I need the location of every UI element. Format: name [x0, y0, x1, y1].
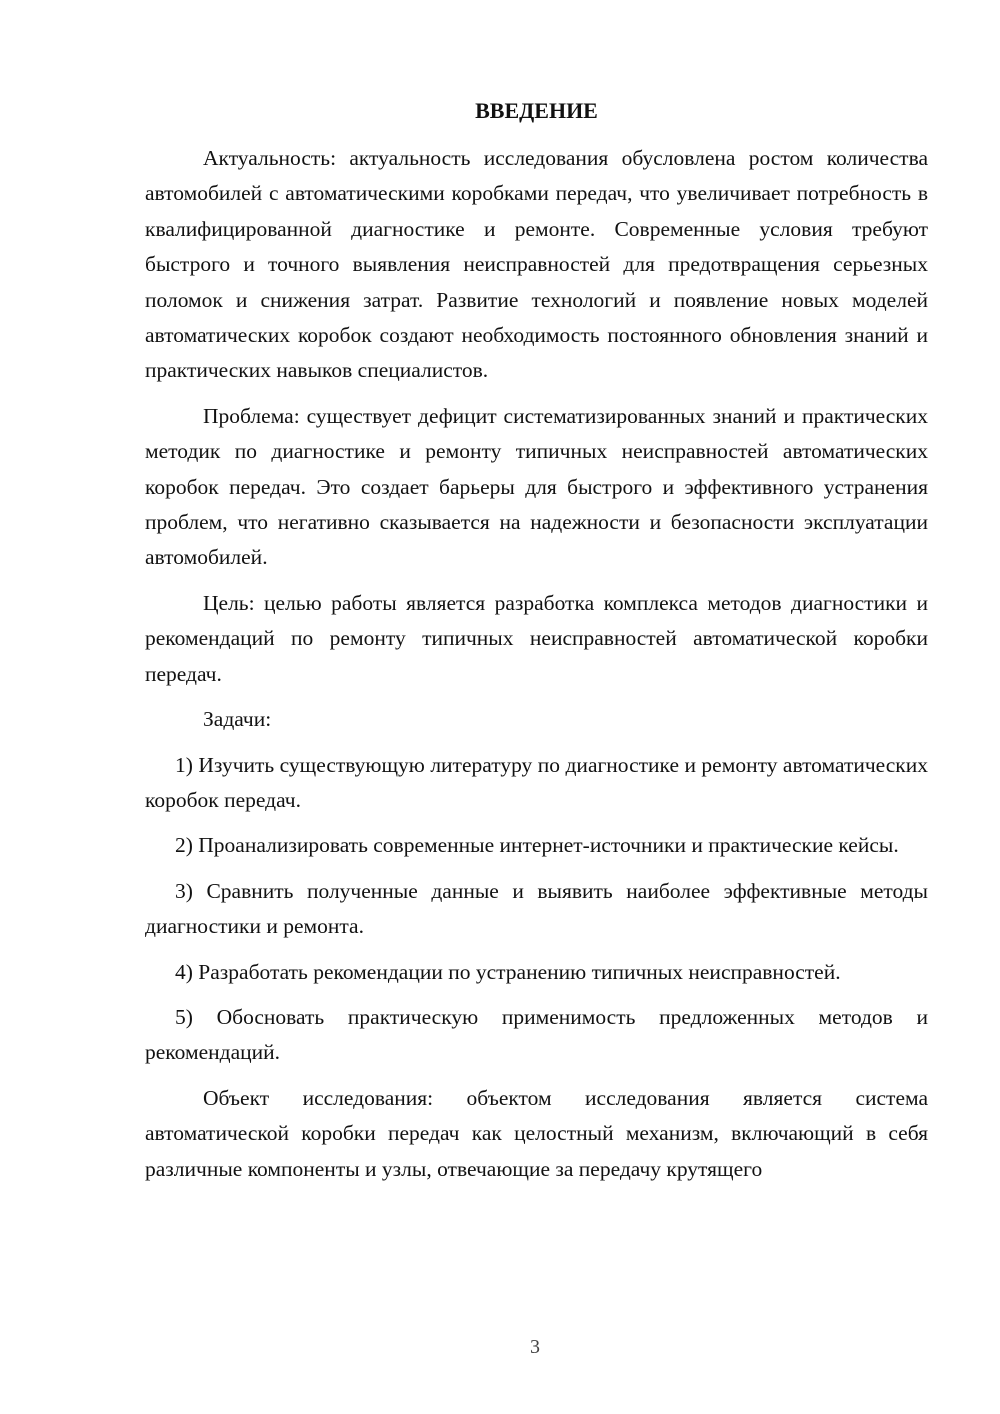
task-item-1: 1) Изучить существующую литературу по диагностике и ремонту автоматических коробок передач. — [145, 752, 928, 812]
paragraph-problem: Проблема: существует дефицит систематизированных знаний и практических методик по диагностике и ремонту типичных неисправностей автоматических коробок передач. Это создает барьеры для быстрого и эффективного устранения проблем, что негативно сказывается на надежности и безопасности эксплуатации автомобилей. — [145, 403, 928, 570]
task-item-5: 5) Обосновать практическую применимость предложенных методов и рекомендаций. — [145, 1004, 928, 1065]
section-title: ВВЕДЕНИЕ — [475, 98, 598, 123]
task-item-3: 3) Сравнить полученные данные и выявить наиболее эффективные методы диагностики и ремонта. — [145, 878, 928, 939]
task-item-2: 2) Проанализировать современные интернет-источники и практические кейсы. — [175, 833, 899, 858]
page-content — [145, 93, 928, 1187]
paragraph-object: Объект исследования: объектом исследования является система автоматической коробки передач как целостный механизм, включающий в себя различные компоненты и узлы, отвечающие за передачу крутящего — [145, 1085, 928, 1181]
paragraph-relevance: Актуальность: актуальность исследования обусловлена ростом количества автомобилей с автоматическими коробками передач, что увеличивает потребность в квалифицированной диагностике и ремонте. Современные условия требуют быстрого и точного выявления неисправностей для предотвращения серьезных поломок и снижения затрат. Развитие технологий и появление новых моделей автоматических коробок создают необходимость постоянного обновления знаний и практических навыков специалистов. — [145, 146, 928, 383]
tasks-heading: Задачи: — [203, 707, 272, 732]
page-number: 3 — [530, 1336, 540, 1358]
paragraph-goal: Цель: целью работы является разработка комплекса методов диагностики и рекомендаций по ремонту типичных неисправностей автоматической коробки передач. — [145, 590, 928, 686]
task-item-4: 4) Разработать рекомендации по устранению типичных неисправностей. — [175, 959, 841, 984]
